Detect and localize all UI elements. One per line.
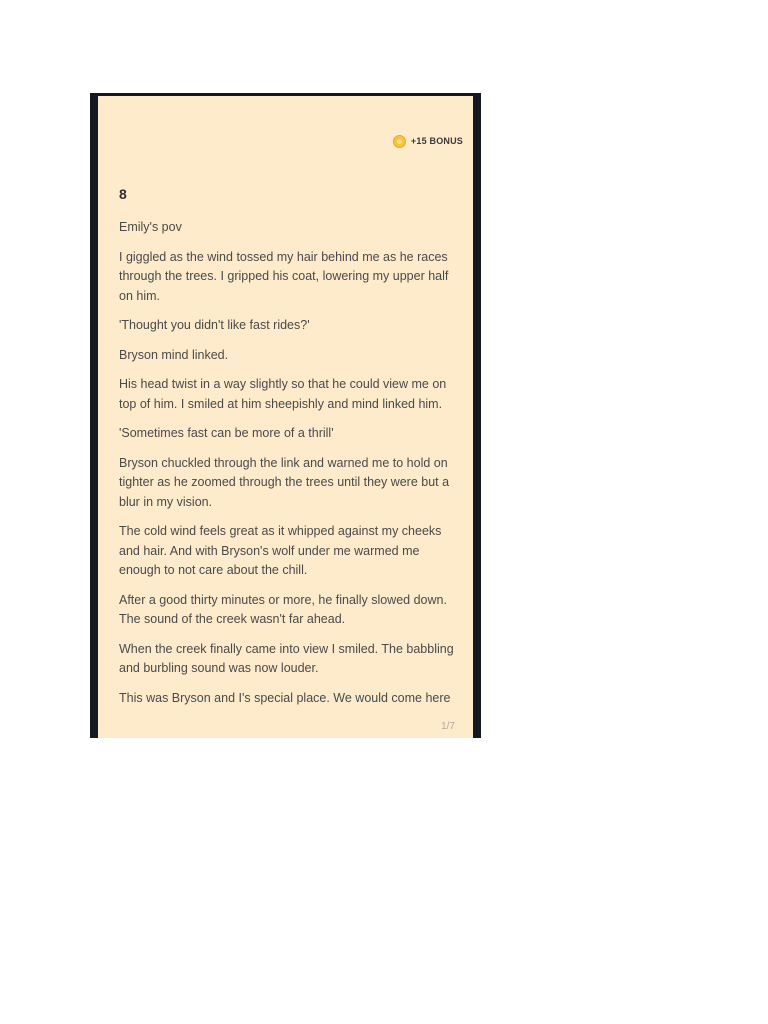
paragraph: This was Bryson and I's special place. We would come here	[119, 690, 451, 705]
paragraph: Emily's pov	[119, 220, 182, 234]
paragraph: His head twist in a way slightly so that he could view me on top of him. I smiled at him sheepishly and mind linked him.	[119, 377, 447, 411]
paragraph: Bryson chuckled through the link and warned me to hold on tighter as he zoomed through the trees until they were but a blur in my vision.	[119, 455, 450, 509]
chapter-content	[119, 218, 459, 718]
phone-frame	[90, 93, 481, 738]
paragraph: After a good thirty minutes or more, he finally slowed down. The sound of the creek wasn't far ahead.	[119, 592, 447, 626]
paragraph: When the creek finally came into view I smiled. The babbling and burbling sound was now louder.	[119, 641, 454, 675]
paragraph: Bryson mind linked.	[119, 347, 229, 362]
bonus-label: +15 BONUS	[410, 136, 463, 146]
paragraph: The cold wind feels great as it whipped against my cheeks and hair. And with Bryson's wolf under me warmed me enough to not care about the chill.	[119, 524, 442, 577]
chapter-number: 8	[119, 186, 127, 202]
bonus-badge[interactable]	[393, 132, 463, 150]
paragraph: 'Thought you didn't like fast rides?'	[119, 318, 310, 332]
coin-icon	[393, 135, 406, 148]
reader-page[interactable]	[98, 96, 473, 738]
page-indicator: 1/7	[441, 721, 455, 732]
paragraph: I giggled as the wind tossed my hair behind me as he races through the trees. I gripped his coat, lowering my upper half on him.	[119, 249, 449, 303]
paragraph: 'Sometimes fast can be more of a thrill'	[119, 426, 334, 440]
